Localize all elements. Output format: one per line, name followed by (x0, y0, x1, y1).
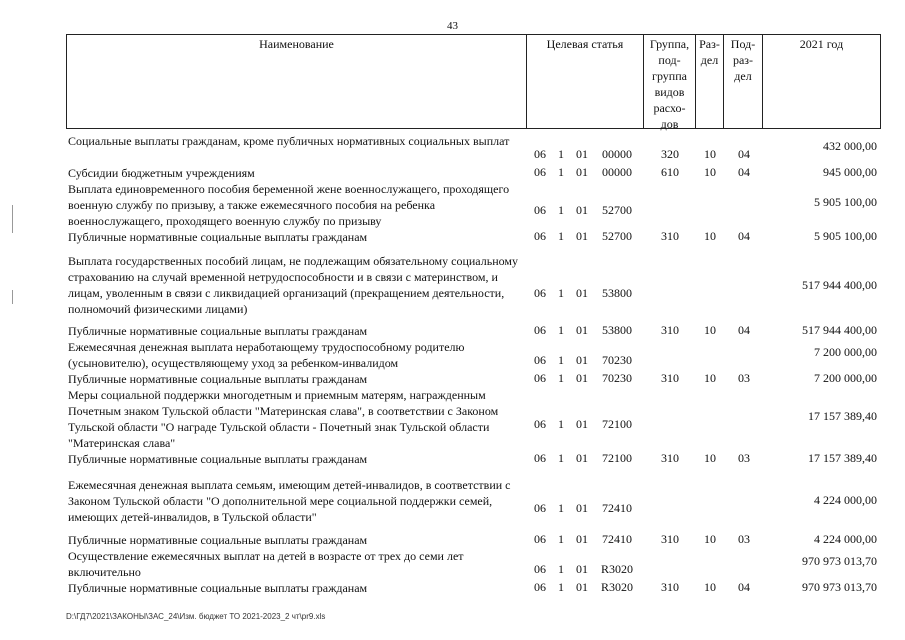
cell-amount: 4 224 000,00 (814, 532, 877, 546)
cell-subsection: 03 (738, 451, 750, 465)
cell-amount: 4 224 000,00 (814, 493, 877, 507)
table-header (66, 34, 881, 129)
cell-c3: 01 (576, 451, 588, 465)
table-row (66, 253, 881, 323)
row-name: Меры социальной поддержки многодетным и приемным матерям, награжденным Почетным знаком Тульской области "Материнская слава", в соответствии с Законом Тульской области "О награде Тульской области - Почетный знак Тульской области "Материнская слава" (68, 388, 499, 450)
row-name: Публичные нормативные социальные выплаты гражданам (68, 533, 368, 547)
header-year (763, 35, 880, 128)
cell-c4: 53800 (602, 323, 632, 337)
cell-c3: 01 (576, 562, 588, 576)
cell-c2: 1 (558, 229, 564, 243)
cell-c1: 06 (534, 323, 546, 337)
row-name: Выплата единовременного пособия беременной жене военнослужащего, проходящего военную службу по призыву, а также ежемесячного пособия на ребенка военнослужащего, проходящего военную службу по призыву (68, 182, 510, 228)
row-name: Ежемесячная денежная выплата неработающему трудоспособному родителю (усыновителю), осуществляющему уход за ребенком-инвалидом (68, 340, 465, 370)
cell-section: 10 (704, 165, 716, 179)
cell-subsection: 04 (738, 165, 750, 179)
cell-amount: 17 157 389,40 (808, 451, 877, 465)
row-name: Публичные нормативные социальные выплаты гражданам (68, 372, 368, 386)
cell-c4: 72410 (602, 501, 632, 515)
header-group (644, 35, 696, 131)
cell-c4: 72100 (602, 451, 632, 465)
margin-mark (12, 205, 13, 233)
cell-c4: 00000 (602, 165, 632, 179)
cell-subsection: 03 (738, 371, 750, 385)
cell-c3: 01 (576, 286, 588, 300)
cell-c2: 1 (558, 203, 564, 217)
header-section-line: Раз- (699, 37, 720, 51)
header-subsection-line: дел (734, 69, 752, 83)
cell-c4: R3020 (600, 562, 633, 576)
cell-c2: 1 (558, 580, 564, 594)
cell-c2: 1 (558, 532, 564, 546)
header-group-line: под- (658, 53, 681, 67)
cell-group: 310 (661, 371, 679, 385)
cell-subsection: 04 (738, 229, 750, 243)
cell-group: 310 (661, 451, 679, 465)
row-name: Выплата государственных пособий лицам, не подлежащим обязательному социальному страхованию на случай временной нетрудоспособности и в связи с материнством, и лицам, уволенным в связи с ликвидацией организаций (прекращением деятельности, полномочий физическими лицами) (68, 254, 518, 316)
cell-amount: 945 000,00 (823, 165, 877, 179)
cell-c2: 1 (558, 501, 564, 515)
cell-c2: 1 (558, 165, 564, 179)
cell-c1: 06 (534, 286, 546, 300)
cell-c1: 06 (534, 501, 546, 515)
cell-amount: 7 200 000,00 (814, 345, 877, 359)
cell-c3: 01 (576, 323, 588, 337)
cell-c1: 06 (534, 147, 546, 161)
cell-c2: 1 (558, 147, 564, 161)
cell-c4: 72410 (602, 532, 632, 546)
cell-c4: 53800 (602, 286, 632, 300)
cell-section: 10 (704, 371, 716, 385)
cell-c1: 06 (534, 371, 546, 385)
cell-section: 10 (704, 451, 716, 465)
cell-c1: 06 (534, 562, 546, 576)
cell-amount: 517 944 400,00 (802, 323, 877, 337)
table-row (66, 532, 881, 548)
table-row (66, 229, 881, 245)
header-name (67, 35, 527, 128)
cell-c4: 52700 (602, 229, 632, 243)
cell-section: 10 (704, 229, 716, 243)
cell-amount: 970 973 013,70 (802, 580, 877, 594)
table-row (66, 477, 881, 529)
table-row (66, 451, 881, 467)
cell-amount: 7 200 000,00 (814, 371, 877, 385)
header-section-line: дел (700, 53, 719, 67)
table-row (66, 165, 881, 181)
cell-c3: 01 (576, 371, 588, 385)
cell-c4: 70230 (602, 371, 632, 385)
cell-c3: 01 (576, 580, 588, 594)
row-name: Публичные нормативные социальные выплаты гражданам (68, 324, 368, 338)
cell-group: 610 (661, 165, 679, 179)
cell-c3: 01 (576, 229, 588, 243)
row-name: Публичные нормативные социальные выплаты гражданам (68, 452, 368, 466)
cell-c3: 01 (576, 165, 588, 179)
cell-group: 320 (661, 147, 679, 161)
header-name-text: Наименование (259, 37, 334, 51)
margin-mark (12, 290, 13, 304)
header-group-line: Группа, (649, 37, 690, 51)
table-row (66, 339, 881, 371)
header-subsection-line: Под- (730, 37, 756, 51)
row-name: Публичные нормативные социальные выплаты гражданам (68, 230, 368, 244)
cell-group: 310 (661, 323, 679, 337)
cell-amount: 517 944 400,00 (802, 278, 877, 292)
cell-amount: 5 905 100,00 (814, 229, 877, 243)
header-group-line: расхо- (653, 101, 686, 115)
cell-c1: 06 (534, 532, 546, 546)
cell-amount: 5 905 100,00 (814, 195, 877, 209)
cell-c1: 06 (534, 203, 546, 217)
cell-subsection: 04 (738, 147, 750, 161)
cell-c1: 06 (534, 451, 546, 465)
table-row (66, 181, 881, 229)
cell-subsection: 03 (738, 532, 750, 546)
cell-c3: 01 (576, 417, 588, 431)
cell-c4: 72100 (602, 417, 632, 431)
table-row (66, 387, 881, 451)
cell-group: 310 (661, 229, 679, 243)
header-target (527, 35, 644, 128)
row-name: Публичные нормативные социальные выплаты гражданам (68, 581, 368, 595)
row-name: Социальные выплаты гражданам, кроме публичных нормативных социальных выплат (68, 134, 510, 148)
cell-c2: 1 (558, 451, 564, 465)
cell-c1: 06 (534, 580, 546, 594)
cell-c2: 1 (558, 286, 564, 300)
cell-subsection: 04 (738, 580, 750, 594)
table-row (66, 323, 881, 339)
header-subsection (724, 35, 763, 128)
table-row (66, 371, 881, 387)
cell-c2: 1 (558, 371, 564, 385)
header-section (696, 35, 724, 128)
header-group-line: группа (652, 69, 687, 83)
cell-amount: 17 157 389,40 (808, 409, 877, 423)
cell-c3: 01 (576, 532, 588, 546)
cell-subsection: 04 (738, 323, 750, 337)
row-name: Ежемесячная денежная выплата семьям, имеющим детей-инвалидов, в соответствии с Законом Тульской области "О дополнительной мере социальной поддержки семей, имеющих детей-инвалидов, в Тульской области" (68, 478, 511, 524)
table-row (66, 133, 881, 165)
cell-c1: 06 (534, 229, 546, 243)
cell-c3: 01 (576, 501, 588, 515)
cell-amount: 432 000,00 (823, 139, 877, 153)
header-group-line: видов (654, 85, 685, 99)
cell-c2: 1 (558, 562, 564, 576)
cell-c4: R3020 (600, 580, 633, 594)
cell-c3: 01 (576, 203, 588, 217)
cell-c3: 01 (576, 147, 588, 161)
row-name: Осуществление ежемесячных выплат на детей в возрасте от трех до семи лет включительно (68, 549, 464, 579)
cell-c4: 00000 (602, 147, 632, 161)
cell-section: 10 (704, 580, 716, 594)
cell-c2: 1 (558, 323, 564, 337)
cell-section: 10 (704, 532, 716, 546)
page-number: 43 (447, 20, 458, 32)
cell-group: 310 (661, 580, 679, 594)
cell-section: 10 (704, 323, 716, 337)
header-target-text: Целевая статья (546, 37, 624, 51)
table-row (66, 548, 881, 580)
cell-c4: 52700 (602, 203, 632, 217)
header-subsection-line: раз- (732, 53, 754, 67)
header-group-line: дов (660, 117, 679, 131)
cell-c4: 70230 (602, 353, 632, 367)
cell-c1: 06 (534, 417, 546, 431)
file-path-footer: D:\ГД7\2021\ЗАКОНЫ\ЗАС_24\Изм. бюджет ТО 2021-2023_2 чт\pr9.xls (66, 612, 326, 621)
cell-c2: 1 (558, 353, 564, 367)
header-year-text: 2021 год (799, 37, 844, 51)
cell-c2: 1 (558, 417, 564, 431)
cell-c1: 06 (534, 165, 546, 179)
cell-amount: 970 973 013,70 (802, 554, 877, 568)
cell-c3: 01 (576, 353, 588, 367)
cell-group: 310 (661, 532, 679, 546)
cell-c1: 06 (534, 353, 546, 367)
row-name: Субсидии бюджетным учреждениям (68, 166, 255, 180)
table-row (66, 580, 881, 596)
cell-section: 10 (704, 147, 716, 161)
